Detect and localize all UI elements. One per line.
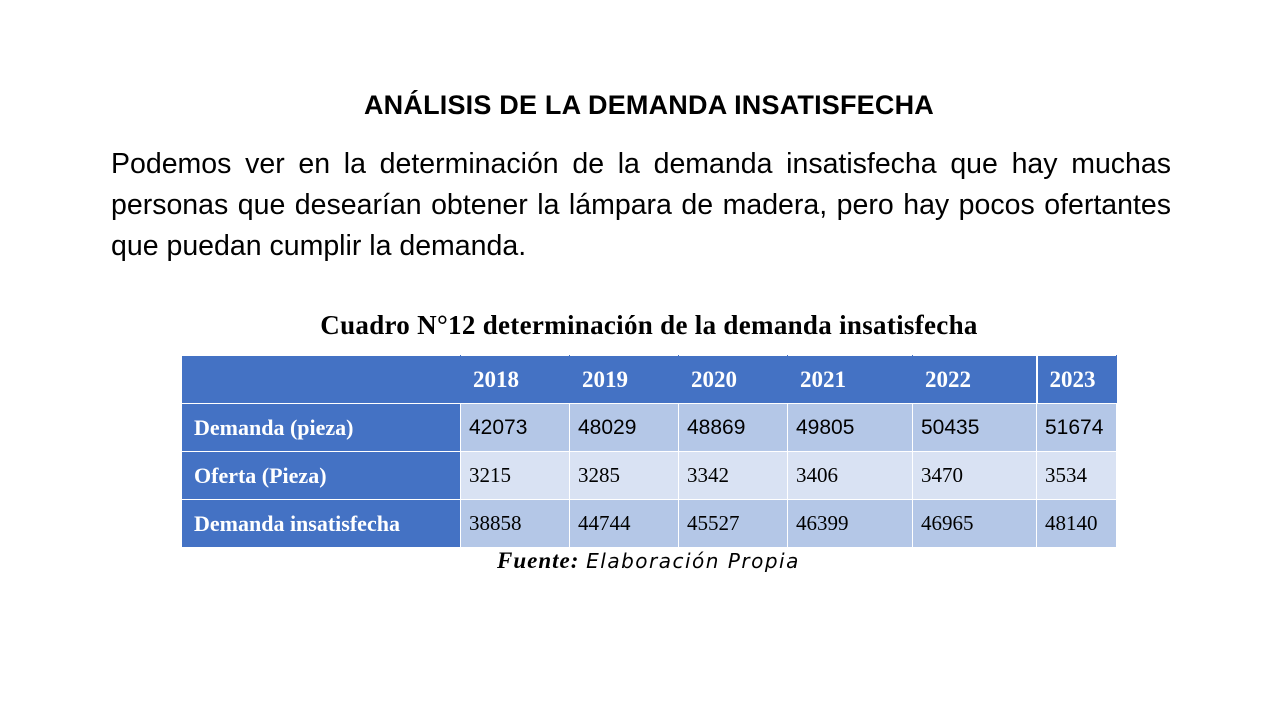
source-text: Elaboración Propia: [586, 549, 800, 573]
table-cell: 3215: [461, 452, 570, 500]
table-cell: 48140: [1037, 500, 1117, 548]
year-header: 2018: [461, 356, 570, 404]
table-cell: 46965: [913, 500, 1037, 548]
source-label: Fuente:: [497, 548, 580, 573]
table-cell: 3342: [679, 452, 788, 500]
table-cell: 50435: [913, 404, 1037, 452]
table-cell: 48029: [570, 404, 679, 452]
table-cell: 44744: [570, 500, 679, 548]
table-caption: Cuadro N°12 determinación de la demanda insatisfecha: [320, 310, 978, 340]
table-cell: 3285: [570, 452, 679, 500]
table-cell: 48869: [679, 404, 788, 452]
year-header: 2019: [570, 356, 679, 404]
header-corner-cell: [182, 356, 461, 404]
table-cell: 38858: [461, 500, 570, 548]
year-header: 2022: [913, 356, 1037, 404]
year-header: 2023: [1037, 356, 1117, 404]
table-cell: 3534: [1037, 452, 1117, 500]
table-cell: 51674: [1037, 404, 1117, 452]
table-cell: 46399: [788, 500, 913, 548]
intro-paragraph: Podemos ver en la determinación de la demanda insatisfecha que hay muchas personas que desearían obtener la lámpara de madera, pero hay pocos ofertantes que puedan cumplir la demanda.: [111, 148, 1171, 262]
table-source: [497, 548, 800, 574]
table-row-demanda: [182, 404, 1117, 452]
slide-heading: ANÁLISIS DE LA DEMANDA INSATISFECHA: [363, 90, 934, 120]
table-header-row: [182, 356, 1117, 404]
row-label: Demanda (pieza): [182, 404, 461, 452]
table-cell: 45527: [679, 500, 788, 548]
table-row-oferta: [182, 452, 1117, 500]
row-label: Demanda insatisfecha: [182, 500, 461, 548]
table-cell: 3406: [788, 452, 913, 500]
demand-table: [181, 355, 1117, 548]
table-cell: 42073: [461, 404, 570, 452]
table-cell: 49805: [788, 404, 913, 452]
table-row-demanda-insatisfecha: [182, 500, 1117, 548]
row-label: Oferta (Pieza): [182, 452, 461, 500]
year-header: 2021: [788, 356, 913, 404]
table-cell: 3470: [913, 452, 1037, 500]
year-header: 2020: [679, 356, 788, 404]
